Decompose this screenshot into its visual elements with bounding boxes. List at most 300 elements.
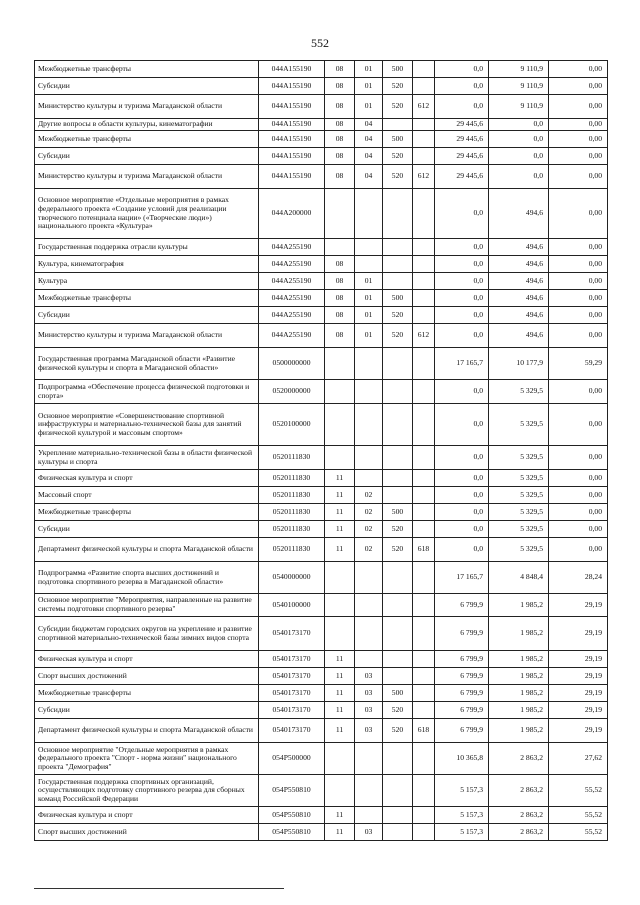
expense-type-cell: 500 (383, 61, 413, 78)
section-cell: 08 (325, 131, 355, 148)
executed-amount-cell: 0,0 (489, 131, 549, 148)
target-code-cell: 044A155190 (259, 165, 325, 189)
table-row (35, 521, 608, 538)
planned-amount-cell: 6 799,9 (435, 617, 489, 651)
target-code-cell: 044A255190 (259, 307, 325, 324)
executed-amount-cell: 10 177,9 (489, 348, 549, 380)
table-row (35, 256, 608, 273)
row-name-cell: Субсидии (35, 148, 259, 165)
target-code-cell: 0540000000 (259, 562, 325, 594)
row-name-cell: Субсидии (35, 78, 259, 95)
subsection-cell (355, 651, 383, 668)
section-cell (325, 594, 355, 617)
planned-amount-cell: 0,0 (435, 538, 489, 562)
target-code-cell: 0520111830 (259, 504, 325, 521)
table-row (35, 775, 608, 807)
planned-amount-cell: 6 799,9 (435, 668, 489, 685)
executed-amount-cell: 1 985,2 (489, 651, 549, 668)
table-row (35, 538, 608, 562)
subsection-cell (355, 594, 383, 617)
row-name-cell: Основное мероприятие «Отдельные мероприятия в рамках федерального проекта «Создание условий для реализации творческого потенциала нации» («Творческие люди») национального проекта «Культура» (35, 189, 259, 239)
section-cell: 08 (325, 148, 355, 165)
executed-amount-cell: 2 863,2 (489, 824, 549, 841)
executed-amount-cell: 5 329,5 (489, 446, 549, 470)
target-code-cell: 044A255190 (259, 256, 325, 273)
expense-type-cell: 500 (383, 685, 413, 702)
target-code-cell: 0520111830 (259, 446, 325, 470)
row-name-cell: Субсидии (35, 702, 259, 719)
administrator-cell (413, 668, 435, 685)
section-cell: 11 (325, 470, 355, 487)
row-name-cell: Массовый спорт (35, 487, 259, 504)
expense-type-cell (383, 189, 413, 239)
planned-amount-cell: 0,0 (435, 61, 489, 78)
budget-table (34, 60, 608, 841)
expense-type-cell (383, 256, 413, 273)
expense-type-cell (383, 562, 413, 594)
administrator-cell (413, 702, 435, 719)
execution-percent-cell: 0,00 (549, 189, 608, 239)
section-cell: 11 (325, 651, 355, 668)
target-code-cell: 044A155190 (259, 131, 325, 148)
section-cell: 08 (325, 290, 355, 307)
target-code-cell: 0540173170 (259, 668, 325, 685)
table-row (35, 617, 608, 651)
subsection-cell: 04 (355, 165, 383, 189)
expense-type-cell (383, 380, 413, 404)
target-code-cell: 0520111830 (259, 538, 325, 562)
administrator-cell (413, 487, 435, 504)
subsection-cell: 03 (355, 702, 383, 719)
subsection-cell: 03 (355, 824, 383, 841)
execution-percent-cell: 0,00 (549, 165, 608, 189)
row-name-cell: Культура (35, 273, 259, 290)
execution-percent-cell: 29,19 (549, 685, 608, 702)
execution-percent-cell: 0,00 (549, 131, 608, 148)
expense-type-cell: 520 (383, 95, 413, 119)
subsection-cell (355, 775, 383, 807)
administrator-cell (413, 273, 435, 290)
target-code-cell: 0540173170 (259, 685, 325, 702)
planned-amount-cell: 17 165,7 (435, 562, 489, 594)
target-code-cell: 054P500000 (259, 743, 325, 775)
subsection-cell (355, 189, 383, 239)
planned-amount-cell: 0,0 (435, 189, 489, 239)
execution-percent-cell: 0,00 (549, 78, 608, 95)
administrator-cell (413, 256, 435, 273)
execution-percent-cell: 29,19 (549, 651, 608, 668)
target-code-cell: 0540173170 (259, 651, 325, 668)
administrator-cell: 612 (413, 165, 435, 189)
planned-amount-cell: 5 157,3 (435, 824, 489, 841)
subsection-cell (355, 470, 383, 487)
administrator-cell: 618 (413, 719, 435, 743)
table-row (35, 824, 608, 841)
planned-amount-cell: 0,0 (435, 324, 489, 348)
execution-percent-cell: 0,00 (549, 119, 608, 131)
expense-type-cell: 520 (383, 165, 413, 189)
row-name-cell: Укрепление материально-технической базы в области физической культуры и спорта (35, 446, 259, 470)
executed-amount-cell: 1 985,2 (489, 685, 549, 702)
execution-percent-cell: 0,00 (549, 324, 608, 348)
table-row (35, 307, 608, 324)
subsection-cell: 01 (355, 78, 383, 95)
row-name-cell: Спорт высших достижений (35, 668, 259, 685)
executed-amount-cell: 1 985,2 (489, 719, 549, 743)
row-name-cell: Министерство культуры и туризма Магаданской области (35, 165, 259, 189)
execution-percent-cell: 0,00 (549, 404, 608, 446)
target-code-cell: 054P550810 (259, 824, 325, 841)
administrator-cell (413, 148, 435, 165)
target-code-cell: 0520111830 (259, 487, 325, 504)
expense-type-cell: 500 (383, 290, 413, 307)
executed-amount-cell: 9 110,9 (489, 95, 549, 119)
planned-amount-cell: 0,0 (435, 521, 489, 538)
table-row (35, 719, 608, 743)
planned-amount-cell: 5 157,3 (435, 807, 489, 824)
row-name-cell: Субсидии (35, 521, 259, 538)
row-name-cell: Физическая культура и спорт (35, 807, 259, 824)
section-cell: 08 (325, 324, 355, 348)
administrator-cell (413, 119, 435, 131)
subsection-cell (355, 446, 383, 470)
subsection-cell: 01 (355, 290, 383, 307)
planned-amount-cell: 29 445,6 (435, 131, 489, 148)
expense-type-cell (383, 404, 413, 446)
planned-amount-cell: 0,0 (435, 504, 489, 521)
executed-amount-cell: 5 329,5 (489, 470, 549, 487)
section-cell: 08 (325, 273, 355, 290)
section-cell: 11 (325, 824, 355, 841)
planned-amount-cell: 0,0 (435, 78, 489, 95)
subsection-cell: 03 (355, 668, 383, 685)
table-row (35, 239, 608, 256)
execution-percent-cell: 29,19 (549, 617, 608, 651)
table-row (35, 290, 608, 307)
subsection-cell: 03 (355, 719, 383, 743)
table-row (35, 165, 608, 189)
row-name-cell: Другие вопросы в области культуры, кинематографии (35, 119, 259, 131)
planned-amount-cell: 0,0 (435, 307, 489, 324)
subsection-cell: 02 (355, 487, 383, 504)
target-code-cell: 044A255190 (259, 273, 325, 290)
planned-amount-cell: 6 799,9 (435, 685, 489, 702)
planned-amount-cell: 5 157,3 (435, 775, 489, 807)
section-cell: 08 (325, 256, 355, 273)
administrator-cell (413, 239, 435, 256)
expense-type-cell: 520 (383, 521, 413, 538)
executed-amount-cell: 5 329,5 (489, 504, 549, 521)
footnote-divider (34, 888, 284, 889)
target-code-cell: 0520111830 (259, 521, 325, 538)
administrator-cell (413, 61, 435, 78)
subsection-cell: 04 (355, 148, 383, 165)
subsection-cell: 01 (355, 324, 383, 348)
section-cell: 11 (325, 807, 355, 824)
administrator-cell (413, 685, 435, 702)
expense-type-cell (383, 651, 413, 668)
subsection-cell (355, 348, 383, 380)
planned-amount-cell: 29 445,6 (435, 148, 489, 165)
executed-amount-cell: 0,0 (489, 148, 549, 165)
section-cell (325, 380, 355, 404)
planned-amount-cell: 6 799,9 (435, 702, 489, 719)
subsection-cell: 04 (355, 131, 383, 148)
section-cell (325, 239, 355, 256)
executed-amount-cell: 9 110,9 (489, 61, 549, 78)
row-name-cell: Межбюджетные трансферты (35, 290, 259, 307)
expense-type-cell (383, 617, 413, 651)
section-cell (325, 775, 355, 807)
planned-amount-cell: 17 165,7 (435, 348, 489, 380)
section-cell: 11 (325, 521, 355, 538)
section-cell (325, 189, 355, 239)
table-row (35, 189, 608, 239)
planned-amount-cell: 0,0 (435, 239, 489, 256)
subsection-cell: 04 (355, 119, 383, 131)
section-cell: 11 (325, 668, 355, 685)
table-row (35, 807, 608, 824)
expense-type-cell (383, 446, 413, 470)
row-name-cell: Основное мероприятие "Мероприятия, направленные на развитие системы подготовки спортивного резерва" (35, 594, 259, 617)
target-code-cell: 0540173170 (259, 702, 325, 719)
section-cell (325, 743, 355, 775)
table-row (35, 487, 608, 504)
section-cell (325, 562, 355, 594)
table-row (35, 446, 608, 470)
expense-type-cell (383, 470, 413, 487)
target-code-cell: 044A155190 (259, 78, 325, 95)
row-name-cell: Субсидии (35, 307, 259, 324)
target-code-cell: 044A255190 (259, 290, 325, 307)
execution-percent-cell: 0,00 (549, 521, 608, 538)
planned-amount-cell: 0,0 (435, 380, 489, 404)
table-row (35, 119, 608, 131)
target-code-cell: 0540173170 (259, 719, 325, 743)
row-name-cell: Подпрограмма «Развитие спорта высших достижений и подготовка спортивного резерва в Магаданской области» (35, 562, 259, 594)
execution-percent-cell: 0,00 (549, 61, 608, 78)
executed-amount-cell: 0,0 (489, 119, 549, 131)
target-code-cell: 0520100000 (259, 404, 325, 446)
subsection-cell: 02 (355, 538, 383, 562)
expense-type-cell: 520 (383, 78, 413, 95)
planned-amount-cell: 6 799,9 (435, 594, 489, 617)
planned-amount-cell: 0,0 (435, 404, 489, 446)
executed-amount-cell: 5 329,5 (489, 538, 549, 562)
target-code-cell: 0520000000 (259, 380, 325, 404)
row-name-cell: Межбюджетные трансферты (35, 504, 259, 521)
target-code-cell: 044A155190 (259, 148, 325, 165)
table-row (35, 78, 608, 95)
expense-type-cell (383, 119, 413, 131)
section-cell (325, 404, 355, 446)
planned-amount-cell: 0,0 (435, 273, 489, 290)
execution-percent-cell: 0,00 (549, 446, 608, 470)
subsection-cell (355, 380, 383, 404)
planned-amount-cell: 0,0 (435, 487, 489, 504)
executed-amount-cell: 5 329,5 (489, 380, 549, 404)
executed-amount-cell: 5 329,5 (489, 487, 549, 504)
administrator-cell (413, 824, 435, 841)
subsection-cell (355, 743, 383, 775)
expense-type-cell: 520 (383, 324, 413, 348)
subsection-cell: 01 (355, 95, 383, 119)
expense-type-cell: 500 (383, 131, 413, 148)
expense-type-cell (383, 824, 413, 841)
subsection-cell (355, 617, 383, 651)
table-row (35, 668, 608, 685)
administrator-cell (413, 78, 435, 95)
execution-percent-cell: 0,00 (549, 273, 608, 290)
target-code-cell: 044A255190 (259, 324, 325, 348)
planned-amount-cell: 29 445,6 (435, 119, 489, 131)
expense-type-cell (383, 594, 413, 617)
section-cell (325, 348, 355, 380)
section-cell: 11 (325, 685, 355, 702)
table-row (35, 380, 608, 404)
target-code-cell: 044A200000 (259, 189, 325, 239)
executed-amount-cell: 494,6 (489, 239, 549, 256)
row-name-cell: Департамент физической культуры и спорта Магаданской области (35, 538, 259, 562)
target-code-cell: 0500000000 (259, 348, 325, 380)
execution-percent-cell: 28,24 (549, 562, 608, 594)
administrator-cell (413, 617, 435, 651)
executed-amount-cell: 2 863,2 (489, 775, 549, 807)
execution-percent-cell: 0,00 (549, 470, 608, 487)
executed-amount-cell: 0,0 (489, 165, 549, 189)
administrator-cell (413, 290, 435, 307)
planned-amount-cell: 6 799,9 (435, 651, 489, 668)
table-row (35, 131, 608, 148)
administrator-cell (413, 521, 435, 538)
subsection-cell: 01 (355, 273, 383, 290)
table-row (35, 562, 608, 594)
row-name-cell: Физическая культура и спорт (35, 651, 259, 668)
expense-type-cell (383, 273, 413, 290)
section-cell (325, 617, 355, 651)
target-code-cell: 054P550810 (259, 775, 325, 807)
row-name-cell: Государственная программа Магаданской области «Развитие физической культуры и спорта в Магаданской области» (35, 348, 259, 380)
row-name-cell: Межбюджетные трансферты (35, 685, 259, 702)
execution-percent-cell: 0,00 (549, 307, 608, 324)
expense-type-cell: 520 (383, 538, 413, 562)
administrator-cell (413, 307, 435, 324)
table-row (35, 702, 608, 719)
expense-type-cell (383, 487, 413, 504)
subsection-cell: 01 (355, 307, 383, 324)
target-code-cell: 0540100000 (259, 594, 325, 617)
table-row (35, 651, 608, 668)
expense-type-cell (383, 668, 413, 685)
administrator-cell (413, 380, 435, 404)
section-cell: 11 (325, 702, 355, 719)
row-name-cell: Культура, кинематография (35, 256, 259, 273)
table-row (35, 743, 608, 775)
subsection-cell (355, 807, 383, 824)
administrator-cell (413, 404, 435, 446)
planned-amount-cell: 10 365,8 (435, 743, 489, 775)
table-row (35, 61, 608, 78)
administrator-cell (413, 348, 435, 380)
section-cell: 08 (325, 78, 355, 95)
table-row (35, 348, 608, 380)
table-row (35, 504, 608, 521)
target-code-cell: 054P550810 (259, 807, 325, 824)
execution-percent-cell: 29,19 (549, 594, 608, 617)
administrator-cell (413, 189, 435, 239)
executed-amount-cell: 2 863,2 (489, 743, 549, 775)
expense-type-cell (383, 348, 413, 380)
execution-percent-cell: 0,00 (549, 239, 608, 256)
executed-amount-cell: 9 110,9 (489, 78, 549, 95)
executed-amount-cell: 5 329,5 (489, 521, 549, 538)
section-cell: 11 (325, 538, 355, 562)
subsection-cell: 01 (355, 61, 383, 78)
subsection-cell (355, 256, 383, 273)
execution-percent-cell: 29,19 (549, 668, 608, 685)
section-cell (325, 446, 355, 470)
administrator-cell: 612 (413, 324, 435, 348)
expense-type-cell (383, 807, 413, 824)
planned-amount-cell: 0,0 (435, 290, 489, 307)
section-cell: 08 (325, 119, 355, 131)
row-name-cell: Спорт высших достижений (35, 824, 259, 841)
subsection-cell (355, 239, 383, 256)
expense-type-cell: 500 (383, 504, 413, 521)
administrator-cell: 618 (413, 538, 435, 562)
execution-percent-cell: 55,52 (549, 807, 608, 824)
target-code-cell: 044A155190 (259, 119, 325, 131)
row-name-cell: Основное мероприятие «Совершенствование спортивной инфраструктуры и материально-технической базы для занятий физической культурой и массовым спортом» (35, 404, 259, 446)
page-number: 552 (311, 36, 329, 50)
row-name-cell: Межбюджетные трансферты (35, 61, 259, 78)
planned-amount-cell: 0,0 (435, 256, 489, 273)
executed-amount-cell: 1 985,2 (489, 617, 549, 651)
row-name-cell: Межбюджетные трансферты (35, 131, 259, 148)
execution-percent-cell: 0,00 (549, 95, 608, 119)
table-row (35, 95, 608, 119)
table-row (35, 404, 608, 446)
executed-amount-cell: 494,6 (489, 290, 549, 307)
target-code-cell: 044A255190 (259, 239, 325, 256)
administrator-cell (413, 470, 435, 487)
subsection-cell (355, 562, 383, 594)
executed-amount-cell: 494,6 (489, 189, 549, 239)
table-row (35, 470, 608, 487)
section-cell: 11 (325, 719, 355, 743)
table-row (35, 685, 608, 702)
expense-type-cell (383, 239, 413, 256)
row-name-cell: Министерство культуры и туризма Магаданской области (35, 95, 259, 119)
administrator-cell (413, 651, 435, 668)
administrator-cell (413, 594, 435, 617)
executed-amount-cell: 494,6 (489, 256, 549, 273)
expense-type-cell (383, 775, 413, 807)
executed-amount-cell: 1 985,2 (489, 594, 549, 617)
row-name-cell: Государственная поддержка отрасли культуры (35, 239, 259, 256)
planned-amount-cell: 0,0 (435, 95, 489, 119)
section-cell: 08 (325, 307, 355, 324)
row-name-cell: Подпрограмма «Обеспечение процесса физической подготовки и спорта» (35, 380, 259, 404)
administrator-cell (413, 807, 435, 824)
row-name-cell: Физическая культура и спорт (35, 470, 259, 487)
administrator-cell (413, 446, 435, 470)
administrator-cell (413, 131, 435, 148)
administrator-cell (413, 562, 435, 594)
row-name-cell: Основное мероприятие "Отдельные мероприятия в рамках федерального проекта "Спорт - норма жизни" национального проекта "Демография" (35, 743, 259, 775)
row-name-cell: Департамент физической культуры и спорта Магаданской области (35, 719, 259, 743)
subsection-cell: 02 (355, 521, 383, 538)
